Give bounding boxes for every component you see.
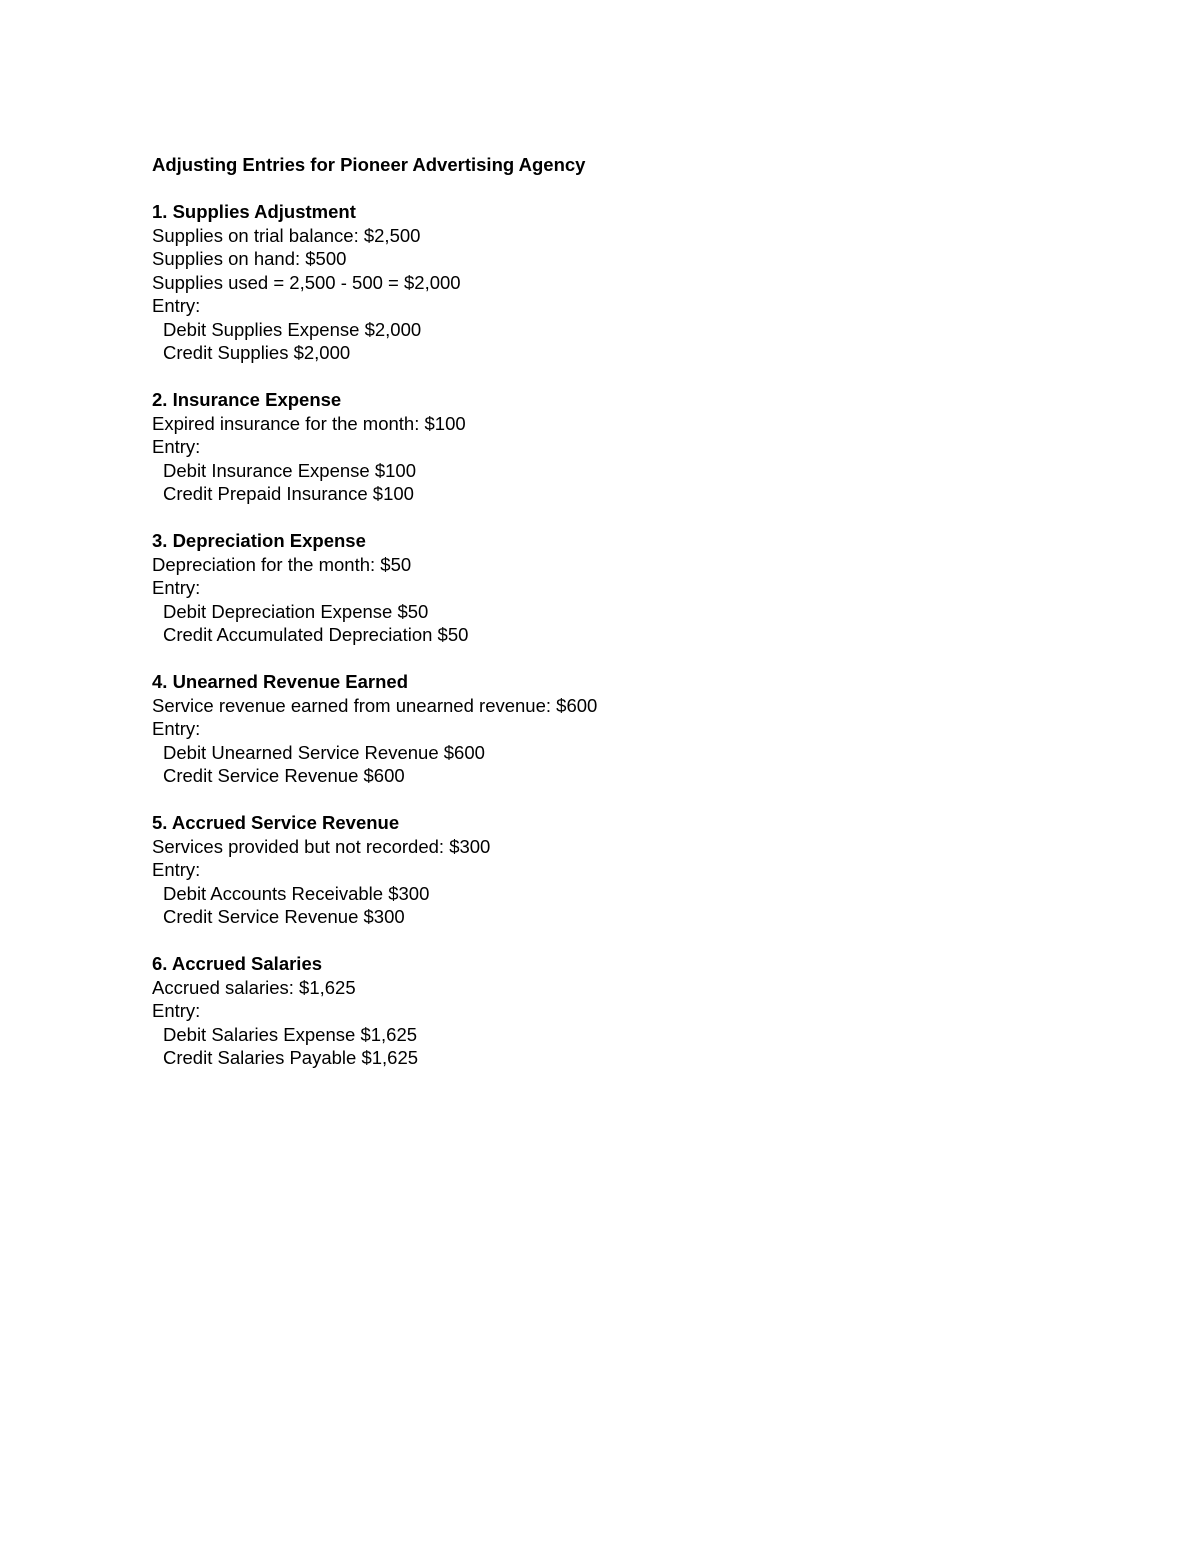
credit-entry: Credit Salaries Payable $1,625 — [163, 1047, 419, 1068]
section-heading: 1. Supplies Adjustment — [152, 201, 356, 222]
accrued-salaries-line: Accrued salaries: $1,625 — [152, 976, 356, 998]
entry-label: Entry: — [152, 436, 201, 457]
section-supplies-adjustment — [152, 200, 1132, 365]
entry-label: Entry: — [152, 1000, 201, 1021]
section-unearned-revenue-earned — [152, 670, 1132, 788]
credit-entry: Credit Supplies $2,000 — [163, 342, 351, 363]
debit-entry: Debit Accounts Receivable $300 — [163, 882, 430, 904]
supplies-trial-balance-line: Supplies on trial balance: $2,500 — [152, 224, 421, 246]
unearned-revenue-line: Service revenue earned from unearned revenue: $600 — [152, 694, 598, 716]
section-accrued-service-revenue — [152, 811, 1132, 929]
debit-entry: Debit Unearned Service Revenue $600 — [163, 741, 485, 763]
depreciation-line: Depreciation for the month: $50 — [152, 553, 412, 575]
credit-entry: Credit Accumulated Depreciation $50 — [163, 624, 469, 645]
section-heading: 2. Insurance Expense — [152, 389, 342, 410]
debit-entry: Debit Depreciation Expense $50 — [163, 600, 429, 622]
section-heading: 4. Unearned Revenue Earned — [152, 671, 409, 692]
expired-insurance-line: Expired insurance for the month: $100 — [152, 412, 466, 434]
section-depreciation-expense — [152, 529, 1132, 647]
debit-entry: Debit Salaries Expense $1,625 — [163, 1023, 418, 1045]
debit-entry: Debit Insurance Expense $100 — [163, 459, 417, 481]
services-not-recorded-line: Services provided but not recorded: $300 — [152, 835, 491, 857]
credit-entry: Credit Service Revenue $300 — [163, 906, 405, 927]
entry-label: Entry: — [152, 295, 201, 316]
document-title: Adjusting Entries for Pioneer Advertising Agency — [152, 154, 586, 175]
debit-entry: Debit Supplies Expense $2,000 — [163, 318, 422, 340]
credit-entry: Credit Prepaid Insurance $100 — [163, 483, 414, 504]
section-accrued-salaries — [152, 952, 1132, 1070]
section-heading: 5. Accrued Service Revenue — [152, 812, 400, 833]
supplies-used-line: Supplies used = 2,500 - 500 = $2,000 — [152, 271, 461, 293]
entry-label: Entry: — [152, 577, 201, 598]
entry-label: Entry: — [152, 859, 201, 880]
entry-label: Entry: — [152, 718, 201, 739]
section-insurance-expense — [152, 388, 1132, 506]
credit-entry: Credit Service Revenue $600 — [163, 765, 405, 786]
supplies-on-hand-line: Supplies on hand: $500 — [152, 248, 347, 269]
section-heading: 6. Accrued Salaries — [152, 953, 323, 974]
section-heading: 3. Depreciation Expense — [152, 530, 366, 551]
document-body — [152, 153, 1132, 1093]
